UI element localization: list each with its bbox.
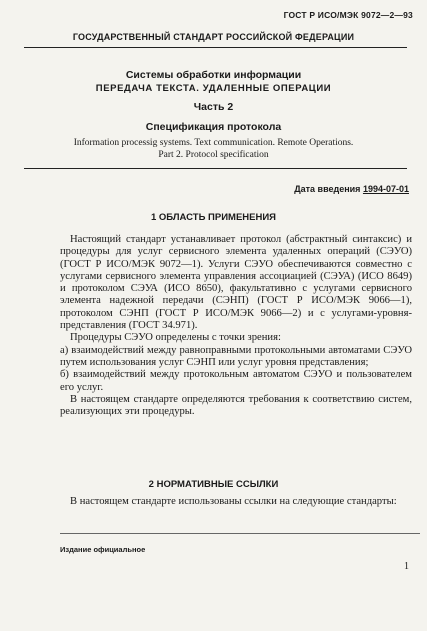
page-number: 1 bbox=[404, 561, 409, 572]
paragraph: Процедуры СЭУО определены с точки зрения: bbox=[70, 332, 281, 344]
list-item: а) взаимодействий между равноправными протокольными автоматами СЭУО путем использования услуг СЭНП или услуг уровня представления; bbox=[60, 344, 412, 368]
english-title-line-2: Part 2. Protocol specification bbox=[158, 150, 269, 160]
paragraph: В настоящем стандарте определяются требования к соответствию систем, реализующих эти процедуры. bbox=[60, 393, 412, 418]
section-1-body bbox=[60, 234, 412, 418]
footer-rule bbox=[60, 533, 420, 534]
title-line-2: ПЕРЕДАЧА ТЕКСТА. УДАЛЕННЫЕ ОПЕРАЦИИ bbox=[95, 83, 332, 94]
state-standard-banner: ГОСУДАРСТВЕННЫЙ СТАНДАРТ РОССИЙСКОЙ ФЕДЕРАЦИИ bbox=[72, 32, 355, 42]
subtitle: Спецификация протокола bbox=[145, 121, 282, 133]
section-1-heading: 1 ОБЛАСТЬ ПРИМЕНЕНИЯ bbox=[150, 212, 277, 223]
english-title-line-1: Information processig systems. Text communication. Remote Operations. bbox=[73, 138, 354, 148]
section-2-body bbox=[60, 496, 412, 508]
document-id: ГОСТ Р ИСО/МЭК 9072—2—93 bbox=[283, 10, 413, 20]
paragraph: В настоящем стандарте использованы ссылки на следующие стандарты: bbox=[70, 496, 397, 507]
top-rule bbox=[24, 47, 407, 48]
effective-date-value: 1994-07-01 bbox=[362, 184, 409, 194]
edition-label: Издание официальное bbox=[60, 545, 146, 554]
part-label: Часть 2 bbox=[193, 101, 234, 113]
effective-date bbox=[294, 184, 409, 194]
effective-date-label: Дата введения bbox=[294, 184, 361, 194]
title-rule bbox=[24, 168, 407, 169]
title-line-1: Системы обработки информации bbox=[125, 69, 302, 81]
paragraph: Настоящий стандарт устанавливает протокол (абстрактный синтаксис) и процедуры для услуг сервисного элемента удаленных операций (СЭУО) (ГОСТ Р ИСО/МЭК 9072—1). Услуги СЭУО обеспечиваются совместно с услугами сервисного элемента управления ассоциацией (СЭУА) (ИСО 8649) и протоколом СЭУА (ИСО 8650), факультативно с услугами сервисного элемента надежной передачи (СЭНП) (ГОСТ Р ИСО/МЭК 9066—1), протоколом СЭНП (ГОСТ Р ИСО/МЭК 9066—2) и с услугами-уровня-представления (ГОСТ 34.971). bbox=[60, 234, 412, 332]
list-item: б) взаимодействий между протокольным автоматом СЭУО и пользователем его услуг. bbox=[60, 369, 412, 393]
section-2-heading: 2 НОРМАТИВНЫЕ ССЫЛКИ bbox=[148, 479, 279, 490]
